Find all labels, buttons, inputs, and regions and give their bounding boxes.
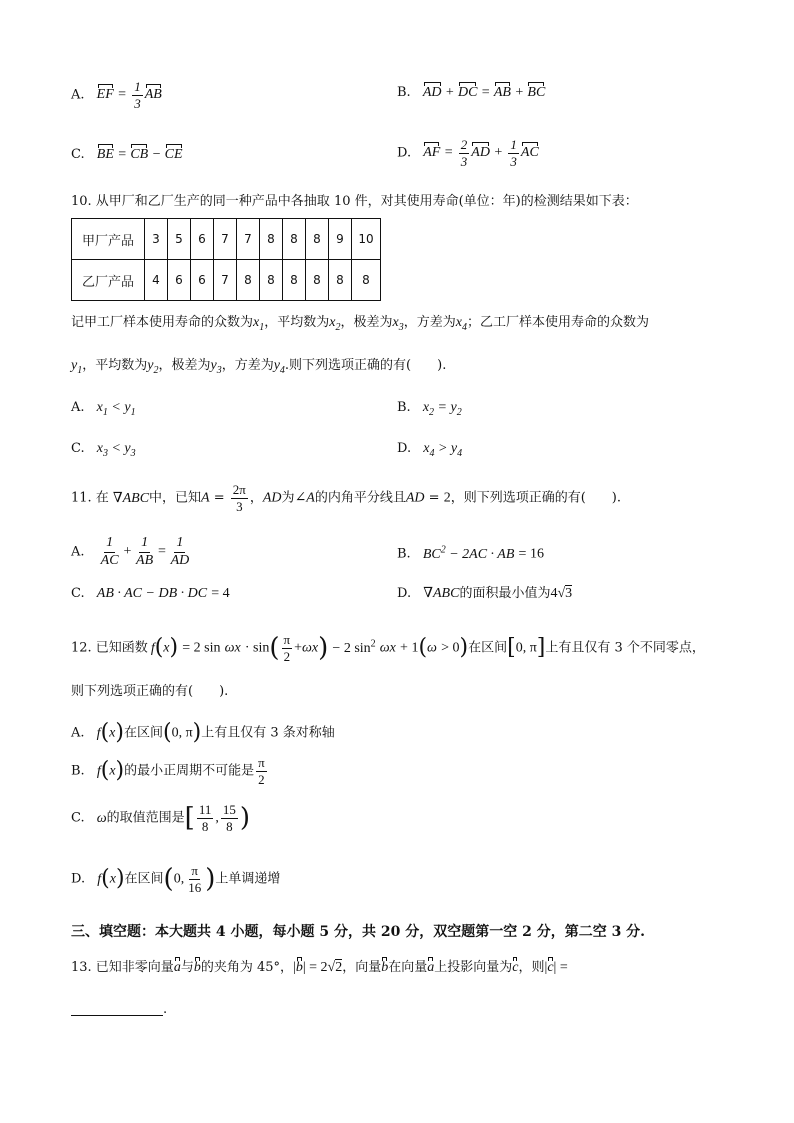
table-cell: 4 [145, 260, 168, 301]
q11-option-a: A. $\frac{1}{AC}$ + $\frac{1}{AB}$ = $\frac{1}{AD}$ [71, 535, 190, 568]
q12-option-c: C. ω的取值范围是[ $\frac{11}{8}$ , $\frac{15}{8}$ ) [71, 802, 251, 834]
q12-line-2: 则下列选项正确的有( ). [71, 684, 229, 699]
table-cell: 10 [352, 219, 381, 260]
option-label: A. [71, 87, 85, 103]
q9-option-b [397, 86, 545, 100]
table-cell: 8 [306, 219, 329, 260]
option-label: D. [397, 145, 412, 161]
q10-option-c: C. $x_3 < y_3$ [71, 441, 136, 459]
table-cell: 9 [329, 219, 352, 260]
table-cell: 6 [191, 219, 214, 260]
table-cell: 8 [306, 260, 329, 301]
q10-option-d: D. $x_4 > y_4$ [397, 441, 463, 459]
q9-option-c [71, 148, 183, 162]
q9-a-expression: EF = $\frac{1}{3}$ AB [96, 79, 162, 111]
q11-option-d: D. ∇ABC的面积最小值为4√3 [397, 586, 573, 601]
table-row [72, 260, 381, 301]
q11-option-c: C. AB · AC − DB · DC = 4 [71, 586, 230, 601]
table-cell: 3 [145, 219, 168, 260]
table-row [72, 219, 381, 260]
q9-b-expression: AD + DC = AB + BC [422, 85, 546, 100]
q9-option-a [71, 80, 162, 110]
table-cell: 8 [260, 260, 283, 301]
q10-option-b: B. $x_2 = y_2$ [397, 400, 462, 418]
table-cell: 8 [237, 260, 260, 301]
table-cell: 8 [260, 219, 283, 260]
option-label: C. [71, 147, 85, 162]
section-3-title: 三、填空题：本大题共 4 小题，每小题 5 分，共 20 分，双空题第一空 2 分，第二空 3 分. [71, 924, 646, 940]
q9-option-d [397, 138, 539, 168]
row-label: 甲厂产品 [72, 219, 145, 260]
table-cell: 7 [214, 219, 237, 260]
q10-line-1: 记甲工厂样本使用寿命的众数为$x_1$，平均数为$x_2$，极差为$x_3$，方差为$x_4$；乙工厂样本使用寿命的众数为 [71, 315, 649, 333]
table-cell: 8 [283, 219, 306, 260]
table-cell: 6 [191, 260, 214, 301]
table-cell: 8 [283, 260, 306, 301]
option-label: B. [397, 85, 411, 100]
q11-stem: 11. 在 ∇ABC中，已知A = $\frac{2\pi}{3}$ ，AD为∠A的内角平分线且AD = 2，则下列选项正确的有( ). [71, 482, 621, 514]
q12-option-d: D. f(x)在区间(0, $\frac{\pi}{16}$ )上单调递增 [71, 863, 281, 895]
table-cell: 8 [329, 260, 352, 301]
table-cell: 7 [237, 219, 260, 260]
table-cell: 5 [168, 219, 191, 260]
table-cell: 8 [352, 260, 381, 301]
q10-line-2: $y_1$，平均数为$y_2$，极差为$y_3$，方差为$y_4$.则下列选项正确的有( ). [71, 358, 447, 376]
q13-stem: 13. 已知非零向量a与b的夹角为 45°，|b| = 2√2，向量b在向量a上投影向量为c，则|c| = [71, 960, 568, 975]
table-cell: 6 [168, 260, 191, 301]
q10-data-table [71, 218, 381, 301]
q12-option-a: A. f(x)在区间(0, π)上有且仅有 3 条对称轴 [71, 720, 335, 745]
q9-d-expression: AF = $\frac{2}{3}$ AD + $\frac{1}{3}$ AC [423, 137, 539, 169]
q11-option-b: B. $BC^2 - 2AC$ · AB = 16 [397, 544, 544, 562]
answer-line[interactable] [71, 1005, 163, 1016]
q9-c-expression: BE = CB − CE [96, 147, 183, 162]
table-cell: 7 [214, 260, 237, 301]
q13-answer-blank[interactable]: . [71, 1003, 167, 1016]
q10-option-a: A. $x_1 < y_1$ [71, 400, 136, 418]
q12-stem: 12. 已知函数 f(x) = 2 sin ωx · sin( $\frac{\pi}{2}$ +ωx) − 2 $\sin^2 \omega x + 1(\omega > 0)$在区间[0, π]上有且仅有 3 个不同零点， [71, 632, 705, 664]
q10-intro: 10. 从甲厂和乙厂生产的同一种产品中各抽取 10 件，对其使用寿命(单位：年)的检测结果如下表： [71, 194, 638, 209]
q12-option-b: B. f(x)的最小正周期不可能是 $\frac{\pi}{2}$ [71, 755, 265, 787]
row-label: 乙厂产品 [72, 260, 145, 301]
